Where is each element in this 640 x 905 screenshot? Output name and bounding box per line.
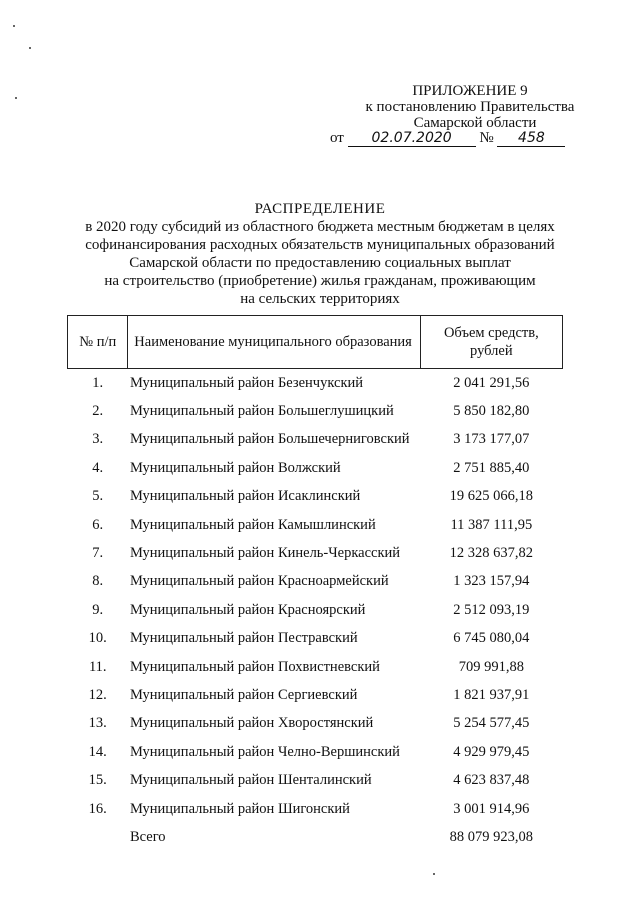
row-municipality: Муниципальный район Сергиевский — [129, 686, 358, 703]
row-number: 3. — [92, 431, 104, 448]
row-amount: 19 625 066,18 — [449, 488, 534, 505]
distribution-table — [67, 315, 563, 852]
row-amount: 11 387 111,95 — [450, 516, 533, 533]
heading-line: на строительство (приобретение) жилья гражданам, проживающим — [104, 273, 536, 289]
table-row — [68, 596, 563, 624]
table-row — [68, 710, 563, 738]
row-number: 10. — [88, 630, 107, 647]
heading-line: в 2020 году субсидий из областного бюджета местным бюджетам в целях — [85, 219, 555, 235]
row-municipality: Муниципальный район Камышлинский — [129, 516, 376, 533]
header-number: № п/п — [68, 316, 128, 369]
row-municipality: Муниципальный район Челно-Вершинский — [129, 743, 400, 760]
table-row — [68, 369, 563, 398]
row-municipality: Муниципальный район Шенталинский — [129, 772, 372, 789]
table-row — [68, 738, 563, 766]
appendix-date-line — [330, 130, 565, 147]
appendix-region-line: Самарской области — [413, 115, 537, 131]
row-municipality: Муниципальный район Хворостянский — [129, 715, 374, 732]
appendix-title: ПРИЛОЖЕНИЕ 9 — [412, 83, 528, 99]
row-number: 4. — [92, 459, 104, 476]
row-amount: 5 254 577,45 — [453, 715, 530, 732]
table-row — [68, 795, 563, 823]
table-row — [68, 653, 563, 681]
row-number: 13. — [88, 715, 107, 732]
row-number: 2. — [92, 403, 104, 420]
total-label: Всего — [129, 828, 166, 845]
row-amount: 2 512 093,19 — [453, 601, 530, 618]
handwritten-number: 458 — [497, 130, 565, 147]
table-row — [68, 625, 563, 653]
total-spacer — [68, 823, 128, 851]
appendix-resolution-line: к постановлению Правительства — [365, 99, 575, 115]
row-number: 12. — [88, 686, 107, 703]
row-amount: 1 323 157,94 — [453, 573, 530, 590]
row-municipality: Муниципальный район Шигонский — [129, 800, 350, 817]
scan-speck — [433, 873, 435, 875]
row-amount: 709 991,88 — [458, 658, 524, 675]
row-amount: 3 173 177,07 — [453, 431, 530, 448]
row-number: 15. — [88, 772, 107, 789]
scan-speck — [15, 97, 17, 99]
row-number: 5. — [92, 488, 104, 505]
table-row — [68, 426, 563, 454]
row-amount: 6 745 080,04 — [453, 630, 530, 647]
row-municipality: Муниципальный район Пестравский — [129, 630, 358, 647]
row-number: 11. — [88, 658, 107, 675]
heading-title: РАСПРЕДЕЛЕНИЕ — [254, 201, 386, 217]
scan-speck — [29, 47, 31, 49]
date-prefix: от — [330, 130, 344, 146]
row-amount: 12 328 637,82 — [449, 545, 534, 562]
handwritten-date: 02.07.2020 — [348, 130, 476, 147]
row-amount: 2 751 885,40 — [453, 459, 530, 476]
table-row — [68, 511, 563, 539]
row-municipality: Муниципальный район Похвистневский — [129, 658, 380, 675]
row-number: 6. — [92, 516, 104, 533]
table-row — [68, 681, 563, 709]
header-sum: Объем средств, рублей — [420, 316, 562, 369]
total-row — [68, 823, 563, 851]
row-amount: 1 821 937,91 — [453, 686, 530, 703]
number-sign: № — [479, 130, 494, 146]
table-body — [68, 369, 563, 852]
row-number: 9. — [92, 601, 104, 618]
row-number: 7. — [92, 545, 104, 562]
table-row — [68, 397, 563, 425]
header-name: Наименование муниципального образования — [128, 316, 420, 369]
row-number: 16. — [88, 800, 107, 817]
row-municipality: Муниципальный район Большечерниговский — [129, 431, 410, 448]
row-amount: 4 929 979,45 — [453, 743, 530, 760]
heading-line: на сельских территориях — [240, 291, 400, 307]
row-municipality: Муниципальный район Исаклинский — [129, 488, 361, 505]
heading-line: софинансирования расходных обязательств муниципальных образований — [85, 237, 555, 253]
row-municipality: Муниципальный район Безенчукский — [129, 374, 364, 391]
total-amount: 88 079 923,08 — [449, 828, 534, 845]
row-amount: 4 623 837,48 — [453, 772, 530, 789]
table-row — [68, 483, 563, 511]
row-number: 14. — [88, 743, 107, 760]
scan-speck — [13, 25, 15, 27]
document-heading — [60, 200, 580, 308]
row-municipality: Муниципальный район Волжский — [129, 459, 341, 476]
row-amount: 3 001 914,96 — [453, 800, 530, 817]
table-row — [68, 766, 563, 794]
table-row — [68, 454, 563, 482]
row-municipality: Муниципальный район Большеглушицкий — [129, 403, 394, 420]
row-number: 8. — [92, 573, 104, 590]
table-row — [68, 539, 563, 567]
row-municipality: Муниципальный район Кинель-Черкасский — [129, 545, 401, 562]
row-amount: 2 041 291,56 — [453, 374, 530, 391]
row-municipality: Муниципальный район Красноармейский — [129, 573, 389, 590]
row-amount: 5 850 182,80 — [453, 403, 530, 420]
table-header-row — [68, 316, 563, 369]
heading-line: Самарской области по предоставлению социальных выплат — [129, 255, 511, 271]
row-municipality: Муниципальный район Красноярский — [129, 601, 366, 618]
row-number: 1. — [92, 374, 104, 391]
table-row — [68, 568, 563, 596]
